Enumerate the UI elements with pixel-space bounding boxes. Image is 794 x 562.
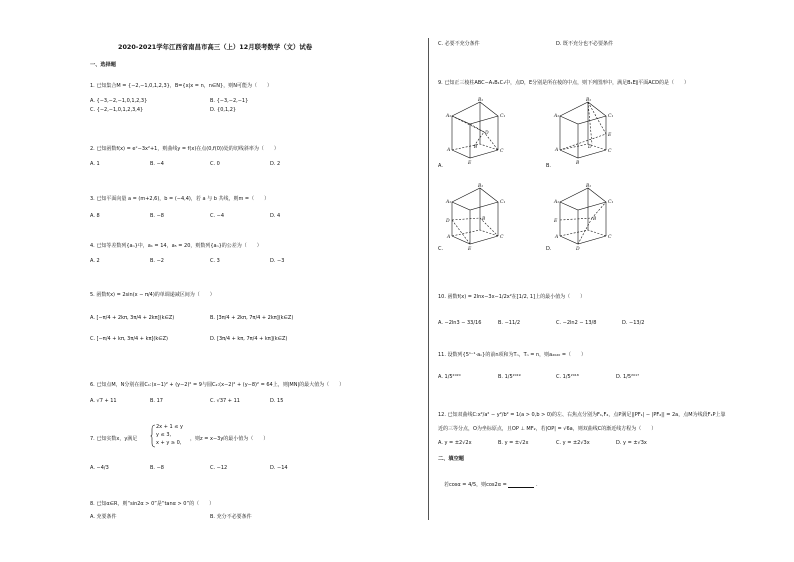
q7-constraint-1: 2x + 1 ≤ y bbox=[156, 424, 184, 430]
q11-option-b: B. 1/5²⁰¹⁹ bbox=[498, 374, 521, 380]
q11-option-d: D. 1/5²⁰¹⁷ bbox=[616, 374, 640, 380]
q9c-label-a: A bbox=[447, 235, 451, 240]
q6-stem: 6. 已知点M，N分别在圆C₁:(x−1)² + (y−2)² = 9与圆C₂:(x−2)² + (y−8)² = 64上，则|MN|的最大值为（ ） bbox=[90, 382, 345, 388]
q7-constraint-system bbox=[150, 424, 190, 448]
q4-option-c: C. 3 bbox=[210, 258, 220, 264]
q13-answer-blank[interactable] bbox=[508, 482, 534, 488]
q9b-label-a1: A₁ bbox=[554, 114, 560, 119]
q4-option-d: D. −3 bbox=[270, 258, 285, 264]
q9c-label-b: B bbox=[482, 217, 486, 222]
q9a-label-c1: C₁ bbox=[500, 114, 506, 119]
q9b-label-e: E bbox=[608, 133, 612, 138]
q4-option-a: A. 2 bbox=[90, 258, 100, 264]
q9a-label-a1: A₁ bbox=[446, 114, 452, 119]
q9d-label-d: D bbox=[576, 247, 580, 252]
q5-stem: 5. 函数f(x) = 2sin(x − π/4)的单调递减区间为（ ） bbox=[90, 292, 215, 298]
q11-stem: 11. 设数列{5ⁿ⁻¹·aₙ}的前n项和为Tₙ，Tₙ = n，则a₂₀₂₀ =（ ） bbox=[438, 352, 587, 358]
q4-option-b: B. −2 bbox=[150, 258, 164, 264]
q9b-label-b: B bbox=[576, 161, 580, 166]
q5-option-a: A. [−π/4 + 2kπ, 3π/4 + 2kπ](k∈Z) bbox=[90, 315, 175, 321]
q10-option-c: C. −2ln2 − 13/8 bbox=[556, 320, 597, 326]
q8-option-c: C. 必要不充分条件 bbox=[438, 41, 480, 47]
q3-option-b: B. −8 bbox=[150, 213, 164, 219]
q7-option-a: A. −4/3 bbox=[90, 465, 109, 471]
q2-option-c: C. 0 bbox=[210, 161, 220, 167]
q3-option-a: A. 8 bbox=[90, 213, 100, 219]
q9a-label-b: B bbox=[474, 145, 478, 150]
q9-stem: 9. 已知正三棱柱ABC−A₁B₁C₁中，点D，E分别是所在棱的中点，则下列图形中，满足B₁E∥平面ACD的是（ ） bbox=[438, 80, 689, 86]
q12-option-d: D. y = ±√3x bbox=[616, 440, 647, 446]
q7-constraint-3: x + y ≥ 0, bbox=[156, 440, 182, 446]
exam-title: 2020-2021学年江西省南昌市高三（上）12月联考数学（文）试卷 bbox=[118, 43, 313, 51]
q9b-label-d: D bbox=[588, 145, 592, 150]
q9d-label-a: A bbox=[555, 235, 559, 240]
q6-option-d: D. 15 bbox=[270, 398, 284, 404]
q5-option-d: D. [3π/4 + kπ, 7π/4 + kπ](k∈Z) bbox=[210, 336, 288, 342]
q2-stem: 2. 已知函数f(x) = eˣ−3x²+1，则曲线y = f(x)在点(0,f(0))处的切线斜率为（ ） bbox=[90, 146, 279, 152]
q9-figure-b bbox=[552, 96, 622, 166]
q3-option-d: D. 4 bbox=[270, 213, 281, 219]
q13-stem bbox=[444, 482, 538, 488]
q7-option-d: D. −14 bbox=[270, 465, 288, 471]
q1-option-d: D. {0,1,2} bbox=[210, 107, 237, 113]
q9-option-a: A. bbox=[438, 163, 443, 169]
q9-option-d: D. bbox=[546, 246, 552, 252]
column-divider bbox=[428, 38, 429, 520]
q9d-label-c1: C₁ bbox=[608, 200, 614, 205]
q10-option-a: A. −2ln3 − 33/16 bbox=[438, 320, 482, 326]
q7-option-c: C. −12 bbox=[210, 465, 228, 471]
q11-option-c: C. 1/5²⁰¹⁸ bbox=[556, 374, 579, 380]
q9d-label-b: B bbox=[593, 217, 597, 222]
q9c-label-a1: A₁ bbox=[446, 200, 452, 205]
q7-option-b: B. −8 bbox=[150, 465, 164, 471]
q6-option-a: A. √7 + 11 bbox=[90, 398, 117, 404]
q7-stem-tail: ，则z = x−3y的最小值为（ ） bbox=[190, 436, 269, 442]
q10-option-b: B. −11/2 bbox=[498, 320, 521, 326]
q9-figure-d bbox=[552, 182, 622, 252]
q9d-label-c: C bbox=[608, 235, 612, 240]
q9-figure-c bbox=[444, 182, 514, 252]
section-fill-heading: 二、填空题 bbox=[438, 456, 464, 462]
q9d-label-e: E bbox=[554, 219, 558, 224]
q9b-label-b1: B₁ bbox=[586, 98, 592, 103]
q8-option-a: A. 充要条件 bbox=[90, 514, 117, 520]
q2-option-b: B. −4 bbox=[150, 161, 164, 167]
q9a-label-d: D bbox=[485, 131, 489, 136]
q6-option-b: B. 17 bbox=[150, 398, 163, 404]
q12-option-c: C. y = ±2√3x bbox=[556, 440, 590, 446]
q7-stem: 7. 已知实数x，y满足 bbox=[90, 436, 138, 442]
q13-stem-pre: 若cosα = 4/5，则cos2α = bbox=[444, 482, 507, 488]
q9a-label-a: A bbox=[447, 148, 451, 153]
q2-option-a: A. 1 bbox=[90, 161, 100, 167]
q8-option-d: D. 既不充分也不必要条件 bbox=[556, 41, 614, 47]
q9-option-b: B. bbox=[546, 163, 552, 169]
q9c-label-b1: B₁ bbox=[478, 184, 484, 189]
q9b-label-a: A bbox=[555, 148, 559, 153]
section-choice-heading: 一、选择题 bbox=[90, 62, 116, 68]
q9b-label-c1: C₁ bbox=[608, 114, 614, 119]
q9d-label-a1: A₁ bbox=[554, 200, 560, 205]
q1-option-c: C. {−2,−1,0,1,2,3,4} bbox=[90, 107, 144, 113]
q1-stem: 1. 已知集合M = {−2,−1,0,1,2,3}，B={x|x = n，n∈N}，则N可能为（ ） bbox=[90, 83, 272, 89]
q2-option-d: D. 2 bbox=[270, 161, 281, 167]
q9c-label-e: E bbox=[468, 247, 472, 252]
q8-option-b: B. 充分不必要条件 bbox=[210, 514, 252, 520]
q3-option-c: C. −4 bbox=[210, 213, 225, 219]
q1-option-b: B. {−3,−2,−1} bbox=[210, 98, 249, 104]
q9a-label-b1: B₁ bbox=[478, 98, 484, 103]
q9d-label-b1: B₁ bbox=[586, 184, 592, 189]
q8-stem: 8. 已知α∈R，则“sin2α > 0”是“tanα > 0”的（ ） bbox=[90, 501, 215, 507]
q1-option-a: A. {−3,−2,−1,0,1,2,3} bbox=[90, 98, 148, 104]
q9-option-c: C. bbox=[438, 246, 444, 252]
q12-stem-line1: 12. 已知双曲线C:x²/a² − y²/b² = 1(a > 0,b > 0)的左、右焦点分别为F₁,F₂，点P满足||PF₁| − |PF₂|| = 2a，点M为线段F₁P上靠 bbox=[438, 412, 726, 418]
q9a-label-e: E bbox=[468, 161, 472, 166]
q6-option-c: C. √37 + 11 bbox=[210, 398, 240, 404]
q12-option-b: B. y = ±√2x bbox=[498, 440, 529, 446]
q9-figure-a bbox=[444, 96, 514, 166]
q4-stem: 4. 已知等差数列{aₙ}中，a₁ = 14，a₅ = 20，则数列{aₙ}的公差为（ ） bbox=[90, 243, 262, 249]
q9b-label-c: C bbox=[608, 149, 612, 154]
q9a-label-c: C bbox=[500, 149, 504, 154]
q7-constraint-2: y ≤ 3, bbox=[156, 432, 172, 438]
q9c-label-c1: C₁ bbox=[500, 200, 506, 205]
q12-stem-line2: 近的三等分点，O为坐标原点，且OP ⊥ MF₂，若|OP| = √6a，则双曲线C的渐近线方程为（ ） bbox=[438, 426, 657, 432]
q3-stem: 3. 已知平面向量 a = (m+2,6)，b = (−4,4)，若 a 与 b 共线，则m =（ ） bbox=[90, 196, 270, 202]
q13-stem-post: . bbox=[535, 482, 538, 488]
q12-option-a: A. y = ±2√2x bbox=[438, 440, 472, 446]
q9c-label-d: D bbox=[446, 219, 450, 224]
q10-option-d: D. −13/2 bbox=[622, 320, 645, 326]
q5-option-b: B. [3π/4 + 2kπ, 7π/4 + 2kπ](k∈Z) bbox=[210, 315, 294, 321]
q9c-label-c: C bbox=[500, 235, 504, 240]
q5-option-c: C. [−π/4 + kπ, 3π/4 + kπ](k∈Z) bbox=[90, 336, 168, 342]
q11-option-a: A. 1/5²⁰²⁰ bbox=[438, 374, 461, 380]
q10-stem: 10. 函数f(x) = 2lnx−3x−1/2x²在[1/2, 1]上的最小值为（ ） bbox=[438, 294, 586, 300]
